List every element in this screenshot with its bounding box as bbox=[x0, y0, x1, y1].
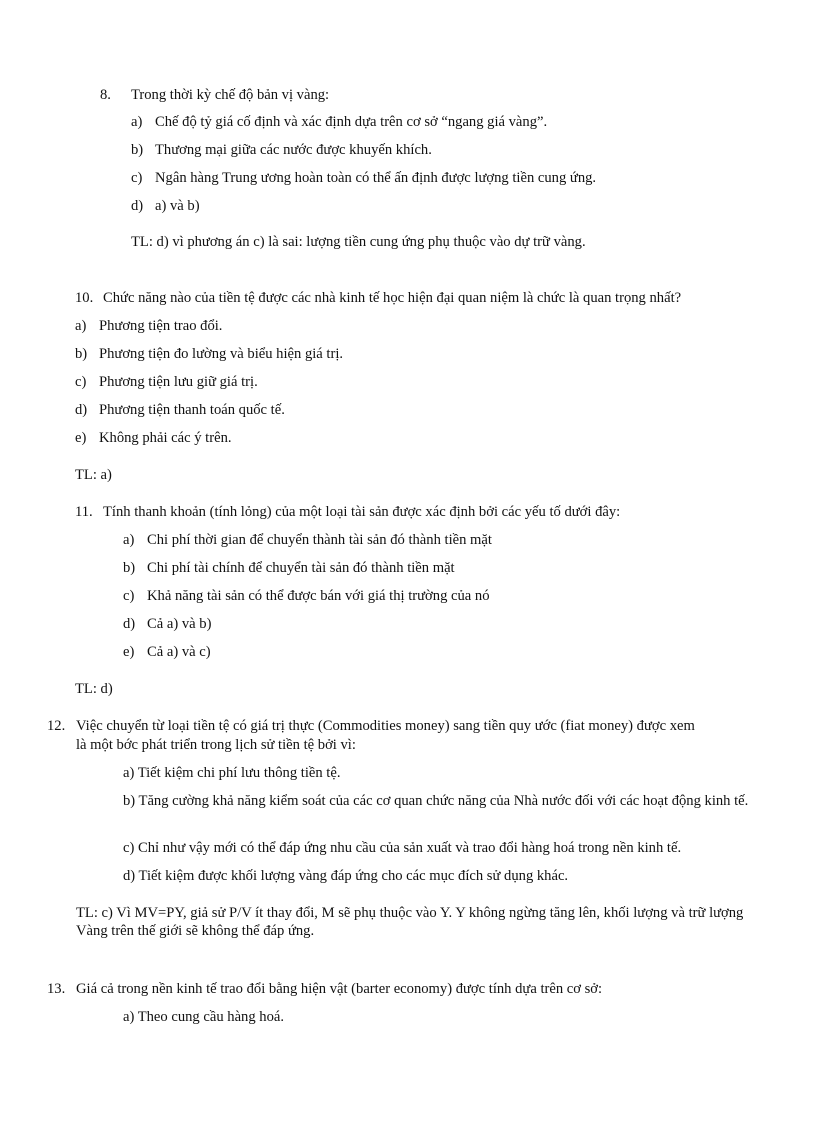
q12-option-d: d) Tiết kiệm được khối lượng vàng đáp ứng cho các mục đích sử dụng khác. bbox=[123, 868, 569, 884]
q12-option-c: c) Chỉ như vậy mới có thể đáp ứng nhu cầu của sản xuất và trao đổi hàng hoá trong nền kinh tế. bbox=[123, 840, 682, 856]
q13-question-text: Giá cả trong nền kinh tế trao đổi bằng hiện vật (barter economy) được tính dựa trên cơ sở: bbox=[76, 981, 603, 997]
q12-option-b: b) Tăng cường khả năng kiểm soát của các cơ quan chức năng của Nhà nước đối với các hoạt động kinh tế. bbox=[123, 793, 749, 809]
q11-option-d: d) Cả a) và b) bbox=[123, 616, 212, 632]
q10-number: 10. bbox=[75, 290, 94, 306]
q10-option-b: b) Phương tiện đo lường và biểu hiện giá trị. bbox=[75, 346, 344, 362]
q11-option-e: e) Cả a) và c) bbox=[123, 644, 211, 660]
q12-number: 12. bbox=[47, 718, 66, 734]
q10-answer: TL: a) bbox=[75, 467, 112, 483]
q8-question-text: Trong thời kỳ chế độ bản vị vàng: bbox=[131, 87, 330, 103]
q13-question bbox=[47, 980, 602, 998]
q10-option-e: e) Không phải các ý trên. bbox=[75, 430, 232, 446]
q11-option-c: c) Khả năng tài sản có thể được bán với giá thị trường của nó bbox=[123, 588, 490, 604]
q11-option-a: a) Chi phí thời gian để chuyển thành tài sản đó thành tiền mặt bbox=[123, 532, 492, 548]
q10-question-text: Chức năng nào của tiền tệ được các nhà kinh tế học hiện đại quan niệm là chức là quan trọng nhất? bbox=[103, 290, 682, 306]
q12-question-line2: là một bớc phát triển trong lịch sử tiền tệ bởi vì: bbox=[76, 737, 356, 753]
q8-question bbox=[100, 86, 329, 104]
q13-option-a: a) Theo cung cầu hàng hoá. bbox=[123, 1009, 285, 1025]
q8-option-d: d) a) và b) bbox=[131, 198, 200, 214]
q11-number: 11. bbox=[75, 504, 93, 520]
q8-option-a: a) Chế độ tỷ giá cố định và xác định dựa trên cơ sở “ngang giá vàng”. bbox=[131, 114, 548, 130]
q12-answer: TL: c) Vì MV=PY, giả sử P/V ít thay đổi, M sẽ phụ thuộc vào Y. Y không ngừng tăng lên, khối lượng và trữ lượng Vàng trên thế giới sẽ không thể đáp ứng. bbox=[76, 905, 744, 939]
q13-number: 13. bbox=[47, 981, 66, 997]
q8-option-b: b) Thương mại giữa các nước được khuyến khích. bbox=[131, 142, 432, 158]
q10-option-d: d) Phương tiện thanh toán quốc tế. bbox=[75, 402, 285, 418]
q11-option-b: b) Chi phí tài chính để chuyển tài sản đó thành tiền mặt bbox=[123, 560, 455, 576]
q11-question bbox=[75, 503, 620, 521]
q10-question bbox=[75, 289, 681, 307]
q8-answer: TL: d) vì phương án c) là sai: lượng tiền cung ứng phụ thuộc vào dự trữ vàng. bbox=[131, 234, 586, 250]
q10-option-c: c) Phương tiện lưu giữ giá trị. bbox=[75, 374, 258, 390]
q12-question-text-1: Việc chuyển từ loại tiền tệ có giá trị thực (Commodities money) sang tiền quy ước (fiat money) được xem bbox=[76, 718, 695, 734]
q12-question-line1 bbox=[47, 717, 695, 735]
q10-option-a: a) Phương tiện trao đổi. bbox=[75, 318, 223, 334]
q11-answer: TL: d) bbox=[75, 681, 113, 697]
q8-number: 8. bbox=[100, 87, 111, 103]
q8-option-c: c) Ngân hàng Trung ương hoàn toàn có thể ấn định được lượng tiền cung ứng. bbox=[131, 170, 597, 186]
q12-option-a: a) Tiết kiệm chi phí lưu thông tiền tệ. bbox=[123, 765, 341, 781]
q11-question-text: Tính thanh khoản (tính lỏng) của một loại tài sản được xác định bởi các yếu tố dưới đây: bbox=[103, 504, 621, 520]
